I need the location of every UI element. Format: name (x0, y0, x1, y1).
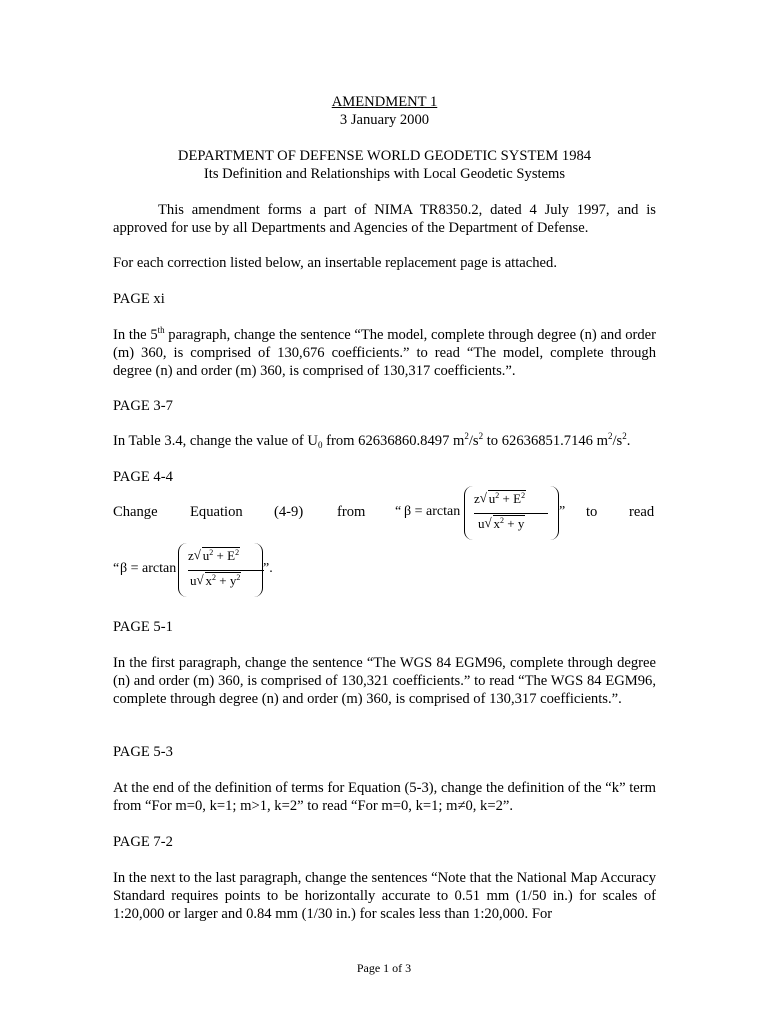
amendment-date: 3 January 2000 (339, 112, 430, 128)
section-text-page-5-3: At the end of the definition of terms for Equation (5-3), change the definition of the “k” term from “For m=0, k=1; m>1, k=2” to read “For m=0, k=1; m≠0, k=2”. (113, 780, 656, 814)
exponent: 2 (521, 491, 526, 500)
section-heading-page-3-7: PAGE 3-7 (113, 398, 173, 414)
word-equation: Equation (190, 504, 243, 520)
equation-numerator (188, 548, 240, 564)
word-change: Change (113, 504, 158, 520)
section-heading-page-4-4: PAGE 4-4 (113, 469, 173, 485)
equation-numerator (474, 491, 526, 507)
plus-term: + y (216, 573, 237, 588)
sqrt-symbol: √ $u^2 + E^2$ (193, 547, 240, 563)
title-block (113, 147, 656, 183)
equation-row-to (113, 541, 656, 601)
left-paren (464, 486, 473, 540)
plus-term: + E (213, 548, 236, 563)
page-number: Page 1 of 3 (356, 961, 412, 975)
section-text-page-7-2: In the next to the last paragraph, change the sentences “Note that the National Map Accuracy Standard requires points to be horizontally accurate to 0.51 mm (1/50 in.) for scales of 1:20,000 or larger and 0.84 mm (1/30 in.) for scales less than 1:20,000. For (113, 870, 656, 922)
superscript: th (157, 325, 165, 335)
exponent: 2 (500, 516, 504, 525)
superscript: 2 (478, 431, 484, 441)
var-u: u (190, 573, 197, 588)
close-quote: ” (559, 504, 566, 519)
superscript: 2 (607, 431, 613, 441)
superscript: 2 (464, 431, 469, 441)
document-page (113, 0, 656, 1024)
equation-row-from (113, 484, 656, 544)
section-heading-page-5-1: PAGE 5-1 (113, 619, 173, 635)
section-text-page-xi (113, 326, 656, 380)
right-paren (550, 486, 559, 540)
word-from: from (337, 504, 366, 520)
document-title: DEPARTMENT OF DEFENSE WORLD GEODETIC SYSTEM 1984 (177, 148, 592, 164)
equation-lhs: β = arctan (120, 561, 177, 576)
exponent: 2 (212, 573, 216, 582)
fraction-bar (474, 513, 548, 514)
text-segment: paragraph, change the sentence “The model, complete through degree (n) and order (m) 360, is comprised of 130,676 coefficients.” to read “The model, complete through degree (n) and order (m) 360, is comprised of 130,317 coefficients.”. (113, 327, 656, 379)
var-u: u (202, 548, 210, 563)
var-x: x (493, 516, 500, 531)
amendment-title: AMENDMENT 1 (331, 94, 438, 110)
left-paren (178, 543, 187, 597)
var-x: x (205, 573, 212, 588)
header-block (113, 93, 656, 129)
instructions-paragraph: For each correction listed below, an insertable replacement page is attached. (113, 255, 557, 271)
text-segment: /s (468, 433, 479, 449)
text-segment: to 62636851.7146 m (483, 433, 608, 449)
exponent: 2 (495, 491, 500, 500)
sqrt-symbol: √ $x^2 + y^2$ (196, 572, 241, 588)
var-u: u (478, 516, 485, 531)
close-quote: ”. (263, 561, 273, 576)
intro-paragraph: This amendment forms a part of NIMA TR8350.2, dated 4 July 1997, and is approved for use by all Departments and Agencies of the Department of Defense. (113, 202, 656, 236)
plus-term: + E (499, 491, 522, 506)
open-quote: “ (395, 504, 402, 519)
equation-denominator (190, 573, 241, 589)
sqrt-symbol: √ $x^2 + y$ (484, 515, 525, 531)
equation-new (113, 541, 313, 601)
text-segment: In Table 3.4, change the value of U (113, 433, 318, 449)
superscript: 2 (622, 431, 627, 441)
exponent: 2 (235, 548, 240, 557)
plus-term: + y (504, 516, 525, 531)
equation-lhs: β = arctan (404, 504, 461, 519)
var-u: u (488, 491, 496, 506)
sqrt-symbol: √ $u^2 + E^2$ (479, 490, 526, 506)
section-heading-page-7-2: PAGE 7-2 (113, 834, 173, 850)
section-text-page-5-1: In the first paragraph, change the sentence “The WGS 84 EGM96, complete through degree (n) and order (m) 360, is comprised of 130,321 coefficients.” to read “The WGS 84 EGM96, complete through degree (n) and order (m) 360, is comprised of 130,317 coefficients.”. (113, 655, 656, 707)
word-equation-number: (4-9) (274, 504, 304, 520)
word-to: to (586, 504, 598, 520)
exponent: 2 (209, 548, 214, 557)
equation-denominator (478, 516, 525, 532)
exponent: 2 (236, 573, 241, 582)
var-z: z (474, 491, 480, 506)
subscript: 0 (317, 440, 323, 450)
text-segment: from 62636860.8497 m (322, 433, 465, 449)
equation-old (395, 484, 566, 544)
text-segment: /s (612, 433, 623, 449)
document-subtitle: Its Definition and Relationships with Local Geodetic Systems (203, 166, 566, 182)
text-segment: In the 5 (113, 327, 158, 343)
text-segment: . (626, 433, 631, 449)
section-heading-page-5-3: PAGE 5-3 (113, 744, 173, 760)
word-read: read (629, 504, 655, 520)
open-quote: “ (113, 561, 120, 576)
right-paren (254, 543, 263, 597)
section-text-page-3-7 (113, 432, 656, 450)
section-heading-page-xi: PAGE xi (113, 291, 165, 307)
fraction-bar (188, 570, 264, 571)
var-z: z (188, 548, 194, 563)
